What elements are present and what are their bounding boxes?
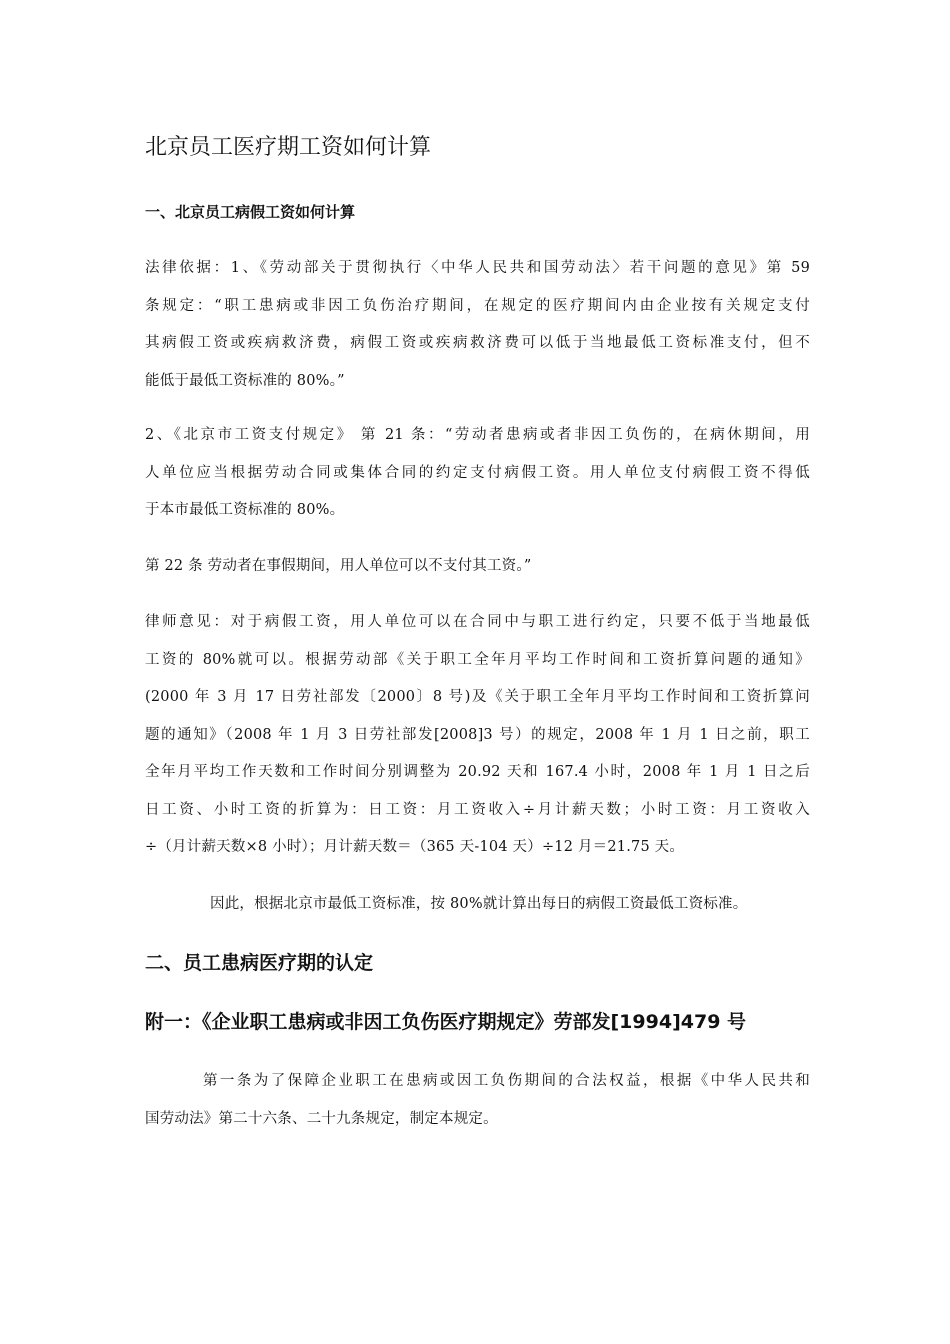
paragraph-line: 因此，根据北京市最低工资标准，按 80%就计算出每日的病假工资最低工资标准。	[210, 896, 748, 912]
lawyer-opinion-paragraph	[145, 604, 810, 867]
paragraph-line: 律师意见：对于病假工资，用人单位可以在合同中与职工进行约定，只要不低于当地最低	[145, 614, 810, 630]
paragraph-line: 于本市最低工资标准的 80%。	[145, 502, 345, 518]
document-title: 北京员工医疗期工资如何计算	[145, 135, 432, 160]
paragraph-line: 人单位应当根据劳动合同或集体合同的约定支付病假工资。用人单位支付病假工资不得低	[145, 464, 810, 481]
legal-basis-paragraph	[145, 250, 810, 400]
section2-heading: 二、员工患病医疗期的认定	[145, 952, 374, 974]
appendix-heading: 附一：《企业职工患病或非因工负伤医疗期规定》劳部发[1994]479 号	[145, 1011, 747, 1033]
paragraph-line: 条规定：“职工患病或非因工负伤治疗期间，在规定的医疗期间内由企业按有关规定支付	[145, 297, 810, 314]
paragraph-line: 国劳动法》第二十六条、二十九条规定，制定本规定。	[145, 1110, 498, 1127]
paragraph-line: 其病假工资或疾病救济费，病假工资或疾病救济费可以低于当地最低工资标准支付，但不	[145, 335, 810, 351]
paragraph-line: 第一条为了保障企业职工在患病或因工负伤期间的合法权益，根据《中华人民共和	[203, 1073, 810, 1089]
paragraph-line: 2、《北京市工资支付规定》 第 21 条：“劳动者患病或者非因工负伤的，在病休期间，用	[145, 427, 810, 443]
conclusion-paragraph	[210, 886, 810, 924]
paragraph-line: 日工资、小时工资的折算为：日工资：月工资收入÷月计薪天数；小时工资：月工资收入	[145, 801, 810, 818]
paragraph-line: 题的通知》（2008 年 1 月 3 日劳社部发[2008]3 号）的规定，2008 年 1 月 1 日之前，职工	[145, 726, 810, 743]
article-1-paragraph	[145, 1063, 810, 1138]
paragraph-line: 第 22 条 劳动者在事假期间，用人单位可以不支付其工资。”	[145, 558, 532, 574]
article-22-paragraph	[145, 548, 810, 586]
section1-heading: 一、北京员工病假工资如何计算	[145, 203, 356, 221]
paragraph-line: (2000 年 3 月 17 日劳社部发〔2000〕8 号)及《关于职工全年月平均工作时间和工资折算问	[145, 689, 810, 705]
paragraph-line: ÷（月计薪天数×8 小时）；月计薪天数＝（365 天-104 天）÷12 月＝21.75 天。	[145, 839, 685, 855]
paragraph-line: 工资的 80%就可以。根据劳动部《关于职工全年月平均工作时间和工资折算问题的通知》	[145, 651, 810, 668]
paragraph-line: 能低于最低工资标准的 80%。”	[145, 372, 345, 389]
paragraph-line: 全年月平均工作天数和工作时间分别调整为 20.92 天和 167.4 小时，2008 年 1 月 1 日之后	[145, 764, 810, 780]
paragraph-line: 法律依据：1、《劳动部关于贯彻执行〈中华人民共和国劳动法〉若干问题的意见》第 59	[145, 260, 810, 276]
beijing-wage-regulation-paragraph	[145, 417, 810, 530]
